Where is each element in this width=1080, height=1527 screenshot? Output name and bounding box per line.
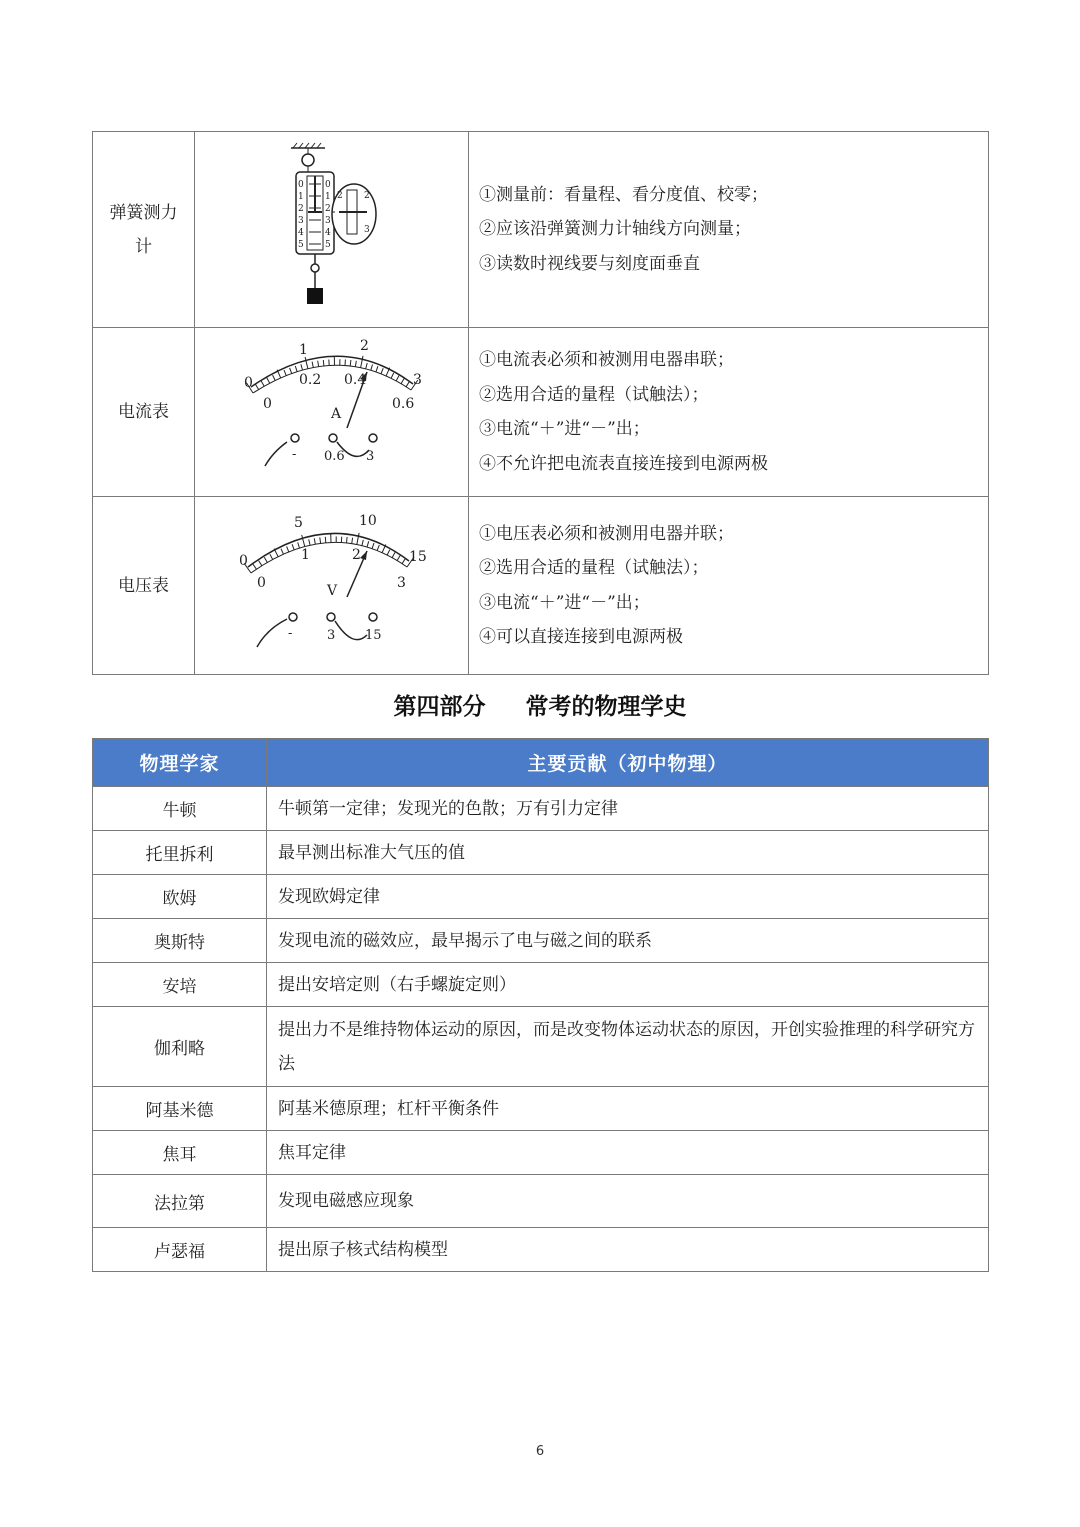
dial-outer-label: 0: [244, 375, 253, 391]
instrument-row-voltmeter: [93, 497, 989, 675]
scientist-name: 卢瑟福: [93, 1228, 267, 1272]
dial-tick: [287, 546, 289, 552]
note-line: ④不允许把电流表直接连接到电源两极: [479, 453, 768, 474]
dial-tick: [391, 373, 394, 378]
dial-tick: [284, 370, 286, 376]
note-line: ①测量前：看量程、看分度值、校零；: [479, 184, 768, 205]
instrument-notes: [469, 132, 989, 328]
scale-label: 2: [325, 204, 331, 214]
dial-tick: [295, 366, 297, 372]
scale-label: 1: [325, 192, 331, 202]
instrument-name: 电流表: [93, 328, 195, 497]
dial-outer-label: 2: [360, 338, 369, 354]
table-row: [93, 1007, 989, 1087]
dial-tick: [376, 366, 378, 372]
table-row: [93, 1087, 989, 1131]
section-title-part: 第四部分: [393, 694, 486, 720]
dial-inner-label: 0: [257, 575, 266, 591]
instrument-notes: [469, 328, 989, 497]
page-number: 6: [535, 1444, 545, 1459]
dial-tick: [392, 552, 395, 557]
instrument-notes: [469, 497, 989, 675]
contribution-text: 提出原子核式结构模型: [267, 1228, 989, 1272]
instrument-figure: [195, 132, 469, 328]
note-line: ②选用合适的量程（试触法）；: [479, 384, 709, 405]
header-scientist: 物理学家: [93, 739, 267, 787]
scale-label: 5: [325, 240, 331, 250]
dial-tick: [381, 368, 383, 374]
dial-tick: [396, 376, 399, 381]
note-line: ③电流“＋”进“－”出；: [479, 419, 650, 439]
dial-tick: [261, 381, 264, 386]
zoom-label: 2: [364, 191, 370, 201]
instrument-table: [92, 131, 989, 675]
dial-tick: [366, 363, 368, 369]
scale-label: 0: [325, 180, 331, 190]
dial-tick: [377, 545, 379, 551]
contribution-text: 提出安培定则（右手螺旋定则）: [267, 963, 989, 1007]
scale-label: 4: [298, 228, 304, 238]
dial-tick: [401, 379, 404, 384]
dial-tick: [371, 365, 373, 371]
dial-tick: [298, 542, 300, 548]
dial-tick: [347, 537, 348, 543]
instrument-name-text: 弹簧测力计: [109, 202, 178, 257]
dial-tick: [264, 557, 267, 562]
dial-inner-label: 0: [263, 396, 272, 412]
terminal-label: -: [288, 626, 293, 641]
dial-tick: [325, 537, 326, 543]
dial-tick: [406, 382, 409, 387]
contribution-text: 提出力不是维持物体运动的原因，而是改变物体运动状态的原因，开创实验推理的科学研究方法: [267, 1007, 989, 1087]
dial-outer-label: 10: [359, 513, 377, 529]
dial-inner-label: 0.6: [392, 396, 415, 412]
instrument-figure: [195, 497, 469, 675]
note-line: ③读数时视线要与刻度面垂直: [479, 253, 700, 274]
section-title: [0, 688, 1080, 721]
scientist-name: 欧姆: [93, 875, 267, 919]
dial-tick: [361, 356, 363, 368]
terminal-label: -: [292, 447, 297, 462]
dial-tick: [397, 555, 400, 560]
scientist-name: 奥斯特: [93, 919, 267, 963]
dial-tick: [273, 375, 276, 380]
dial-tick: [267, 378, 270, 383]
physics-history-table: [92, 738, 989, 1272]
table-row: [93, 1175, 989, 1228]
dial-outer-label: 15: [409, 549, 427, 565]
note-line: ④可以直接连接到电源两极: [479, 627, 683, 647]
scale-label: 4: [325, 228, 331, 238]
dial-inner-label: 2: [352, 547, 361, 563]
scientist-name: 托里拆利: [93, 831, 267, 875]
scale-label: 2: [298, 204, 304, 214]
dial-tick: [312, 362, 313, 368]
scale-label: 3: [325, 216, 331, 226]
contribution-text: 发现电磁感应现象: [267, 1175, 989, 1228]
dial-inner-label: 0.4: [344, 372, 367, 388]
header-contribution: 主要贡献（初中物理）: [267, 739, 989, 787]
note-line: ③电流“＋”进“－”出；: [479, 592, 650, 613]
note-line: ②选用合适的量程（试触法）；: [479, 558, 709, 578]
table-row: [93, 787, 989, 831]
dial-outer-label: 1: [299, 342, 308, 358]
dial-tick: [372, 543, 374, 549]
dial-tick: [270, 554, 273, 559]
dial-tick: [259, 561, 262, 566]
table-row: [93, 831, 989, 875]
ammeter-icon: [195, 328, 469, 491]
dial-inner-label: 1: [301, 547, 310, 563]
scientist-name: 焦耳: [93, 1131, 267, 1175]
dial-outer-label: 0: [239, 553, 248, 569]
terminal-label: 3: [327, 628, 336, 643]
scale-label: 1: [298, 192, 304, 202]
dial-inner-label: 0.2: [299, 372, 322, 388]
dial-tick: [253, 564, 256, 569]
contribution-text: 焦耳定律: [267, 1131, 989, 1175]
contribution-text: 阿基米德原理；杠杆平衡条件: [267, 1087, 989, 1131]
scale-label: 3: [298, 216, 304, 226]
dial-tick: [387, 550, 390, 555]
contribution-text: 最早测出标准大气压的值: [267, 831, 989, 875]
spring-scale-icon: [195, 132, 469, 322]
voltmeter-icon: [195, 497, 469, 669]
table-row: [93, 875, 989, 919]
terminal-label: 3: [366, 449, 375, 464]
dial-tick: [305, 357, 308, 369]
dial-tick: [352, 538, 353, 544]
dial-inner-label: 3: [397, 575, 406, 591]
contribution-text: 牛顿第一定律；发现光的色散；万有引力定律: [267, 787, 989, 831]
scientist-name: 牛顿: [93, 787, 267, 831]
note-line: ①电压表必须和被测用电器并联；: [479, 523, 734, 544]
dial-tick: [357, 533, 359, 545]
scientist-name: 阿基米德: [93, 1087, 267, 1131]
zoom-label: 3: [364, 225, 370, 235]
dial-tick: [292, 544, 294, 550]
dial-tick: [290, 368, 292, 374]
dial-tick: [281, 549, 284, 555]
instrument-row-spring-scale: [93, 132, 989, 328]
terminal-label: 0.6: [324, 449, 345, 464]
dial-tick: [318, 361, 319, 367]
dial-tick: [302, 535, 305, 547]
dial-tick: [355, 361, 356, 367]
dial-tick: [309, 539, 310, 545]
contribution-text: 发现欧姆定律: [267, 875, 989, 919]
scale-label: 0: [298, 180, 304, 190]
instrument-name: 电压表: [93, 497, 195, 675]
dial-tick: [362, 540, 363, 546]
terminal-label: 15: [365, 628, 382, 643]
dial-outer-label: 5: [294, 515, 303, 531]
table-row: [93, 919, 989, 963]
scale-label: 5: [298, 240, 304, 250]
scientist-name: 伽利略: [93, 1007, 267, 1087]
table-header-row: [93, 739, 989, 787]
zoom-label: 2: [337, 191, 343, 201]
instrument-name: [93, 132, 195, 328]
dial-tick: [256, 384, 259, 389]
instrument-row-ammeter: [93, 328, 989, 497]
dial-tick: [367, 541, 369, 547]
note-line: ②应该沿弹簧测力计轴线方向测量；: [479, 219, 751, 240]
table-row: [93, 1228, 989, 1272]
scientist-name: 安培: [93, 963, 267, 1007]
dial-tick: [320, 537, 321, 543]
table-row: [93, 963, 989, 1007]
instrument-figure: [195, 328, 469, 497]
dial-unit: A: [331, 406, 342, 422]
note-line: ①电流表必须和被测用电器串联；: [479, 350, 734, 370]
dial-unit: V: [327, 583, 338, 599]
contribution-text: 发现电流的磁效应，最早揭示了电与磁之间的联系: [267, 919, 989, 963]
dial-tick: [402, 559, 405, 564]
dial-tick: [323, 360, 324, 366]
dial-outer-label: 3: [413, 372, 422, 388]
dial-tick: [314, 538, 315, 544]
dial-tick: [301, 364, 303, 370]
section-title-text: 常考的物理学史: [525, 694, 687, 720]
table-row: [93, 1131, 989, 1175]
scientist-name: 法拉第: [93, 1175, 267, 1228]
dial-tick: [350, 360, 351, 366]
